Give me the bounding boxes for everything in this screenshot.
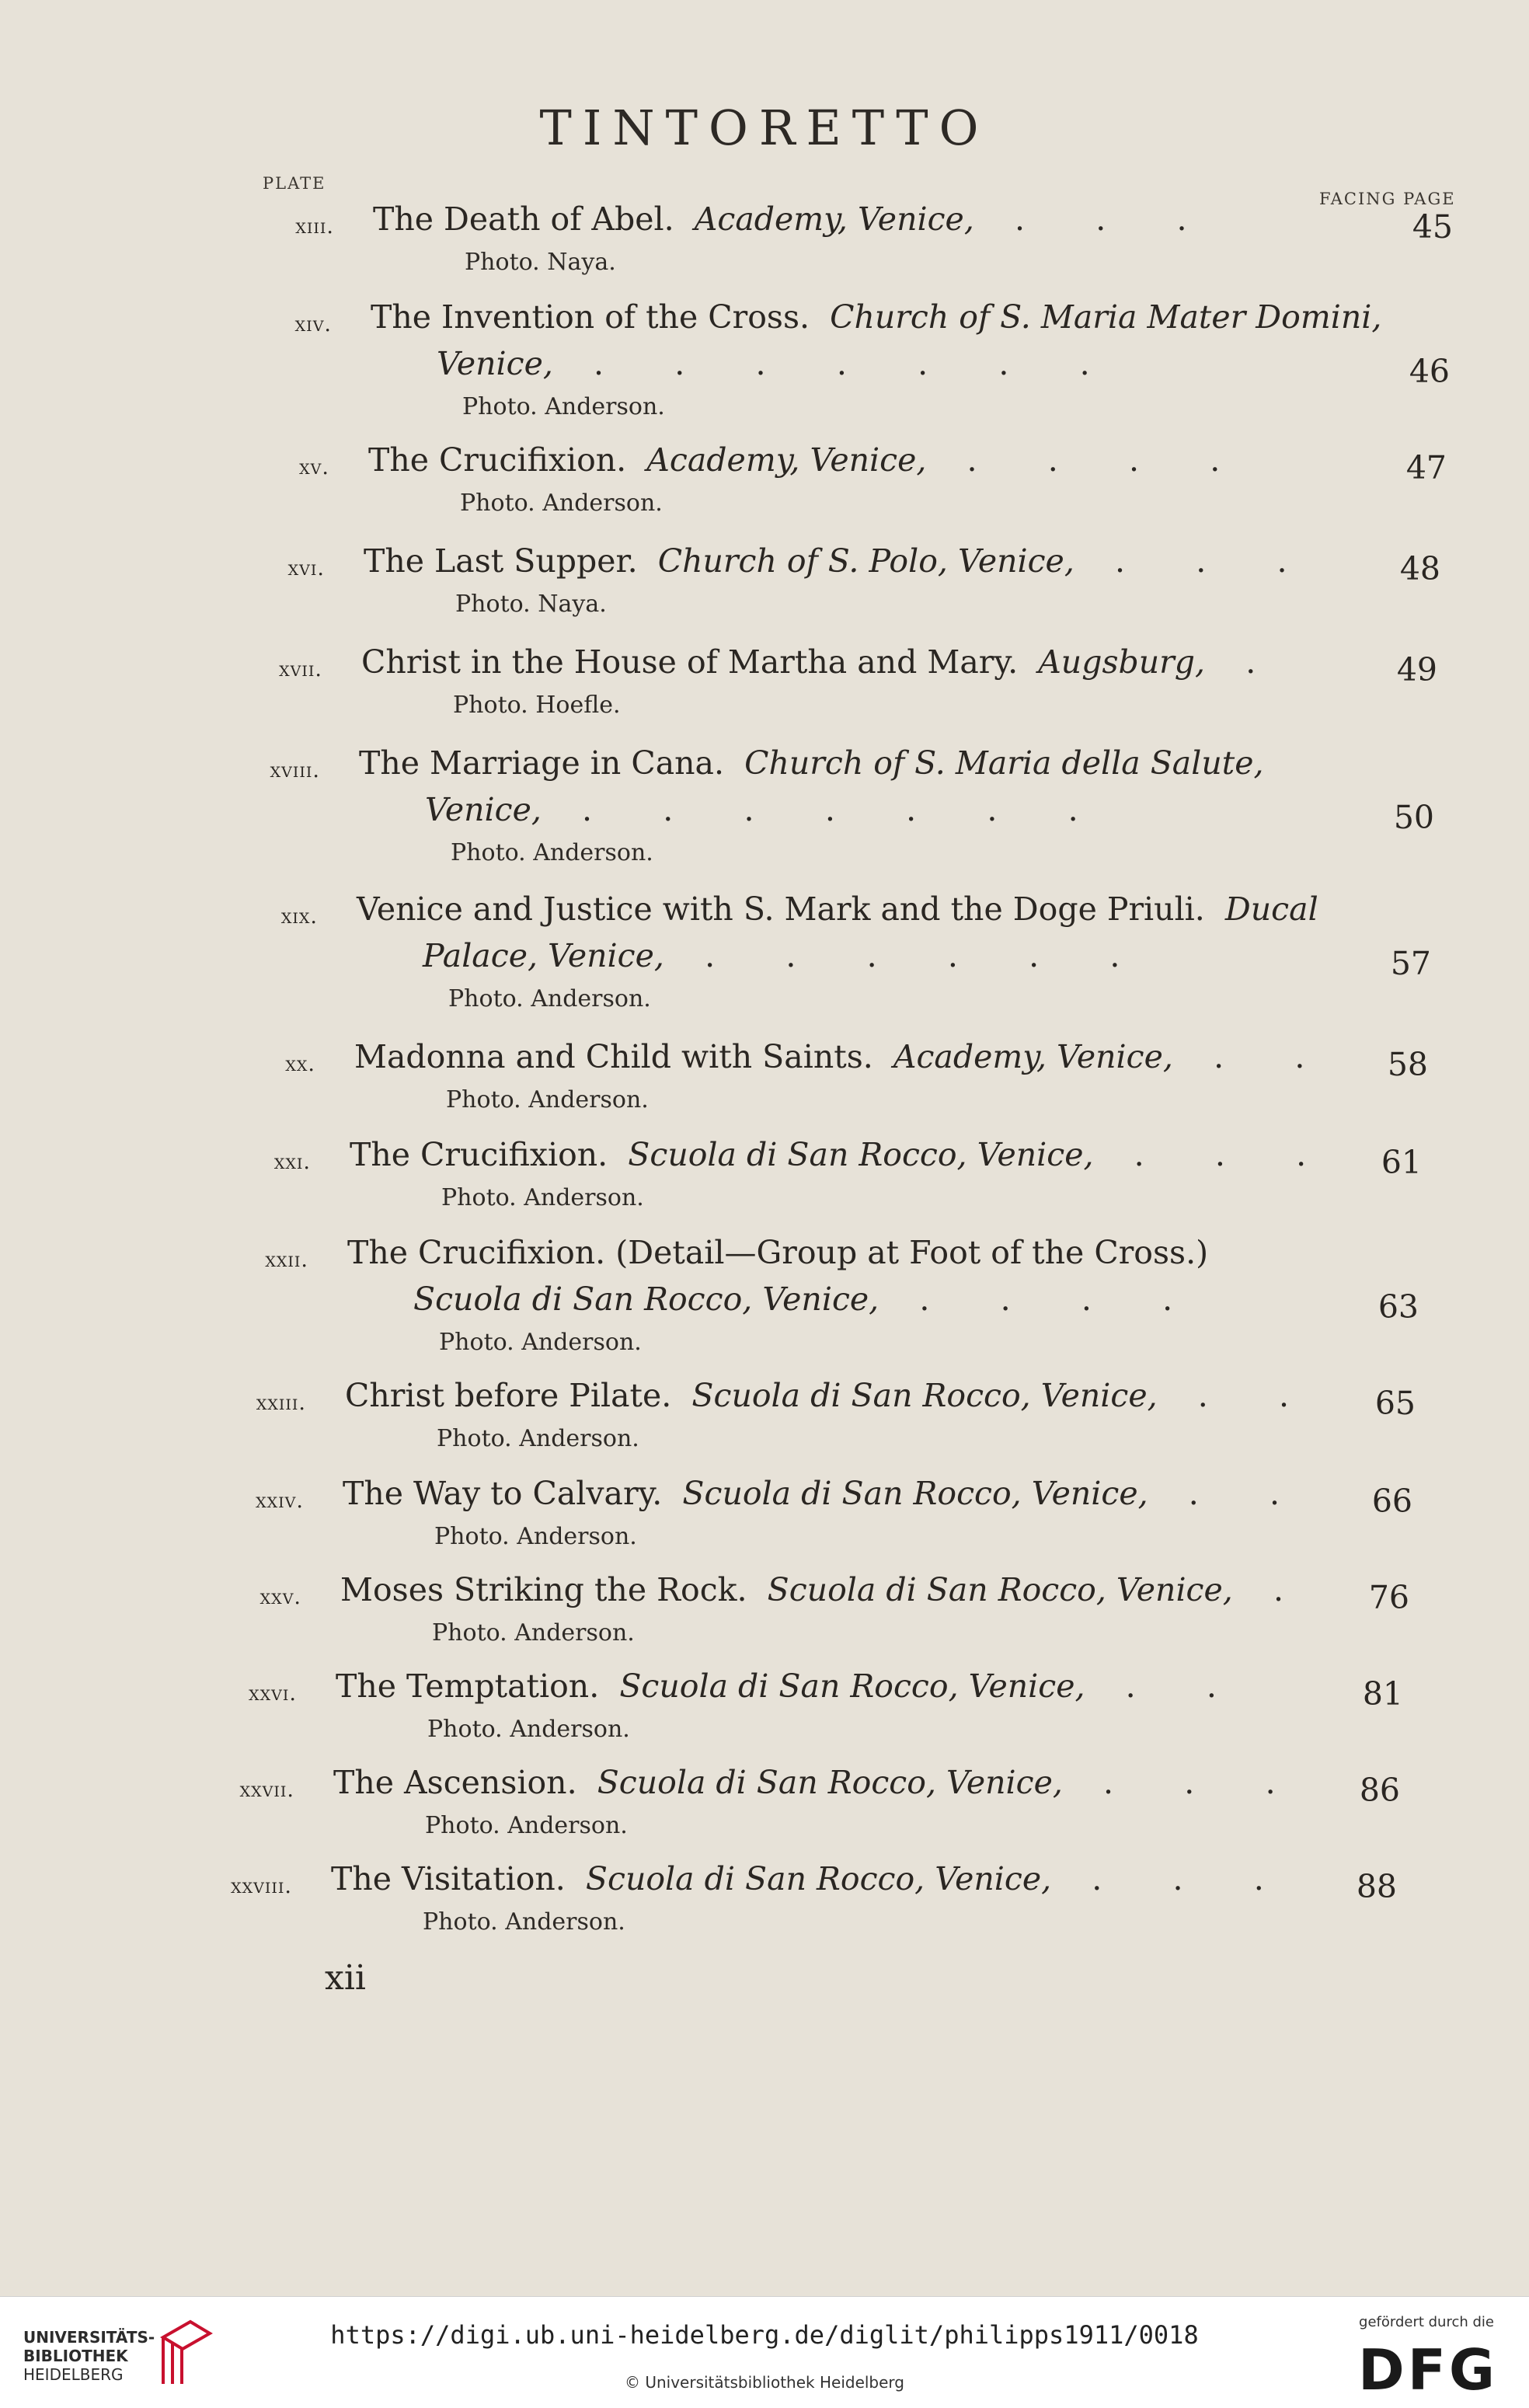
leader-dots: . .	[1214, 1038, 1305, 1075]
facing-page-number: 86	[1359, 1772, 1400, 1809]
plate-location: Scuola di San Rocco, Venice,	[628, 1136, 1094, 1173]
leader-dots: . . . . . . .	[594, 345, 1090, 382]
plate-title-line	[361, 643, 1256, 690]
leader-dots: . . . .	[919, 1281, 1173, 1318]
plate-location: Church of S. Maria Mater Domini,	[830, 298, 1382, 336]
plate-title-line	[331, 1860, 1264, 1907]
plate-title: Christ before Pilate.	[345, 1377, 672, 1414]
plate-title-line	[350, 1136, 1306, 1183]
photo-credit: Photo. Anderson.	[460, 490, 663, 517]
plate-title-line	[373, 200, 1187, 247]
leader-dots: . . . .	[967, 441, 1221, 479]
facing-page-number: 46	[1409, 353, 1450, 390]
photo-credit: Photo. Anderson.	[437, 1425, 639, 1452]
plate-title-line	[340, 1571, 1283, 1618]
plate-numeral: xxiii.	[256, 1391, 306, 1415]
plate-title: Madonna and Child with Saints.	[354, 1038, 873, 1075]
plate-location: Augsburg,	[1038, 643, 1206, 681]
plate-title-line	[364, 542, 1287, 589]
library-name-line2: BIBLIOTHEK	[23, 2347, 128, 2365]
leader-dots: . . .	[1015, 200, 1187, 238]
plate-location: Ducal	[1224, 890, 1318, 928]
plate-location: Venice,	[437, 345, 553, 382]
plate-location: Academy, Venice,	[893, 1038, 1173, 1075]
plate-title-line	[343, 1475, 1280, 1521]
plate-title-line	[359, 744, 1264, 791]
facing-page-number: 61	[1381, 1144, 1422, 1181]
plate-location: Scuola di San Rocco, Venice,	[691, 1377, 1158, 1414]
photo-credit: Photo. Anderson.	[462, 393, 665, 420]
plate-title: The Crucifixion.	[350, 1136, 608, 1173]
copyright-notice: © Universitätsbibliothek Heidelberg	[624, 2373, 904, 2392]
plate-title: Christ in the House of Martha and Mary.	[361, 643, 1019, 681]
facing-page-number: 66	[1371, 1483, 1412, 1520]
plate-title: The Visitation.	[331, 1860, 566, 1897]
photo-credit: Photo. Anderson.	[427, 1716, 630, 1743]
plate-location: Scuola di San Rocco, Venice,	[682, 1475, 1148, 1512]
leader-dots: . . .	[1103, 1764, 1276, 1801]
plate-column-heading: PLATE	[263, 174, 326, 193]
plate-title: The Crucifixion.	[368, 441, 627, 479]
plate-numeral: xxvi.	[249, 1681, 297, 1706]
leader-dots: . .	[1197, 1377, 1290, 1414]
plate-title-line	[333, 1764, 1276, 1810]
plate-numeral: xix.	[280, 904, 318, 929]
facing-page-number: 81	[1362, 1675, 1403, 1713]
plate-title-line	[357, 890, 1318, 937]
plate-title: The Invention of the Cross.	[371, 298, 810, 336]
plate-location: Church of S. Polo, Venice,	[657, 542, 1074, 580]
dfg-logo: DFG	[1357, 2337, 1498, 2403]
leader-dots: . . .	[1092, 1860, 1264, 1897]
facing-page-column-heading: FACING PAGE	[1319, 190, 1456, 208]
plate-title-line	[347, 1234, 1208, 1281]
photo-credit: Photo. Anderson.	[448, 985, 651, 1012]
plate-title-continuation	[423, 937, 1120, 984]
plate-location: Scuola di San Rocco, Venice,	[619, 1667, 1085, 1705]
leader-dots: . .	[1188, 1475, 1280, 1512]
funder-note: gefördert durch die	[1359, 2314, 1494, 2330]
photo-credit: Photo. Naya.	[455, 591, 607, 618]
plate-title: Moses Striking the Rock.	[340, 1571, 747, 1608]
plate-title-continuation	[437, 345, 1090, 392]
leader-dots: . . .	[1115, 542, 1287, 580]
leader-dots: . .	[1125, 1667, 1217, 1705]
library-name-line1: UNIVERSITÄTS-	[23, 2328, 155, 2347]
plate-title-line	[371, 298, 1381, 345]
plate-numeral: xviii.	[270, 758, 320, 782]
plate-numeral: xxii.	[265, 1248, 308, 1272]
facing-page-number: 48	[1399, 550, 1440, 587]
plate-title: Venice and Justice with S. Mark and the Doge Priuli.	[357, 890, 1205, 928]
leader-dots: .	[1245, 643, 1256, 681]
plate-location: Scuola di San Rocco, Venice,	[767, 1571, 1233, 1608]
photo-credit: Photo. Anderson.	[439, 1329, 642, 1356]
plate-location: Academy, Venice,	[694, 200, 974, 238]
plate-title-line	[336, 1667, 1217, 1714]
plate-title: The Last Supper.	[364, 542, 638, 580]
plate-location: Palace, Venice,	[423, 937, 664, 974]
page-title: TINTORETTO	[539, 99, 990, 156]
plate-numeral: xxiv.	[256, 1489, 304, 1513]
plate-numeral: xvi.	[287, 556, 325, 580]
photo-credit: Photo. Anderson.	[451, 839, 653, 866]
plate-title: The Crucifixion. (Detail—Group at Foot of the Cross.)	[347, 1234, 1209, 1271]
facing-page-number: 76	[1368, 1579, 1409, 1616]
repository-footer	[0, 2296, 1529, 2408]
plate-location: Scuola di San Rocco, Venice,	[585, 1860, 1052, 1897]
plate-numeral: xv.	[299, 455, 329, 479]
facing-page-number: 65	[1374, 1385, 1416, 1422]
plate-title-line	[368, 441, 1220, 488]
plate-title-continuation	[413, 1281, 1172, 1327]
plate-numeral: xxviii.	[231, 1874, 292, 1898]
facing-page-number: 50	[1393, 799, 1434, 836]
photo-credit: Photo. Anderson.	[425, 1812, 628, 1839]
plate-numeral: xvii.	[279, 657, 322, 681]
facing-page-number: 58	[1387, 1046, 1428, 1083]
photo-credit: Photo. Hoefle.	[453, 692, 621, 719]
leader-dots: . . . . . .	[705, 937, 1120, 974]
photo-credit: Photo. Anderson.	[441, 1184, 644, 1211]
plate-title: The Temptation.	[336, 1667, 600, 1705]
plate-numeral: xxi.	[273, 1150, 311, 1174]
facing-page-number: 63	[1377, 1288, 1419, 1326]
photo-credit: Photo. Anderson.	[423, 1908, 625, 1936]
plate-title-line	[345, 1377, 1289, 1424]
photo-credit: Photo. Anderson.	[432, 1619, 635, 1647]
plate-title: The Way to Calvary.	[343, 1475, 663, 1512]
photo-credit: Photo. Naya.	[465, 249, 616, 276]
folio-number: xii	[325, 1958, 366, 1998]
plate-numeral: xiii.	[295, 214, 334, 239]
photo-credit: Photo. Anderson.	[434, 1523, 637, 1550]
permalink-url[interactable]: https://digi.ub.uni-heidelberg.de/diglit/philipps1911/0018	[330, 2320, 1199, 2350]
library-name-line3: HEIDELBERG	[23, 2365, 124, 2384]
leader-dots: . . . . . . .	[582, 791, 1078, 828]
facing-page-number: 45	[1412, 208, 1453, 246]
plate-location: Scuola di San Rocco, Venice,	[413, 1281, 879, 1318]
leader-dots: . . .	[1134, 1136, 1307, 1173]
plate-location: Scuola di San Rocco, Venice,	[597, 1764, 1063, 1801]
facing-page-number: 47	[1405, 449, 1447, 486]
plate-title: The Death of Abel.	[373, 200, 674, 238]
plate-numeral: xx.	[285, 1052, 315, 1076]
facing-page-number: 57	[1390, 945, 1431, 982]
facing-page-number: 88	[1356, 1868, 1397, 1905]
plate-location: Venice,	[425, 791, 542, 828]
leader-dots: .	[1273, 1571, 1284, 1608]
plate-title: The Ascension.	[333, 1764, 577, 1801]
plate-title-continuation	[425, 791, 1078, 838]
plate-title-line	[354, 1038, 1304, 1085]
plate-numeral: xxvii.	[239, 1778, 294, 1802]
facing-page-number: 49	[1396, 651, 1437, 688]
plate-location: Church of S. Maria della Salute,	[744, 744, 1264, 782]
photo-credit: Photo. Anderson.	[446, 1086, 649, 1113]
plate-numeral: xxv.	[259, 1585, 301, 1609]
plate-numeral: xiv.	[294, 312, 332, 336]
plate-location: Academy, Venice,	[646, 441, 927, 479]
plate-title: The Marriage in Cana.	[359, 744, 725, 782]
